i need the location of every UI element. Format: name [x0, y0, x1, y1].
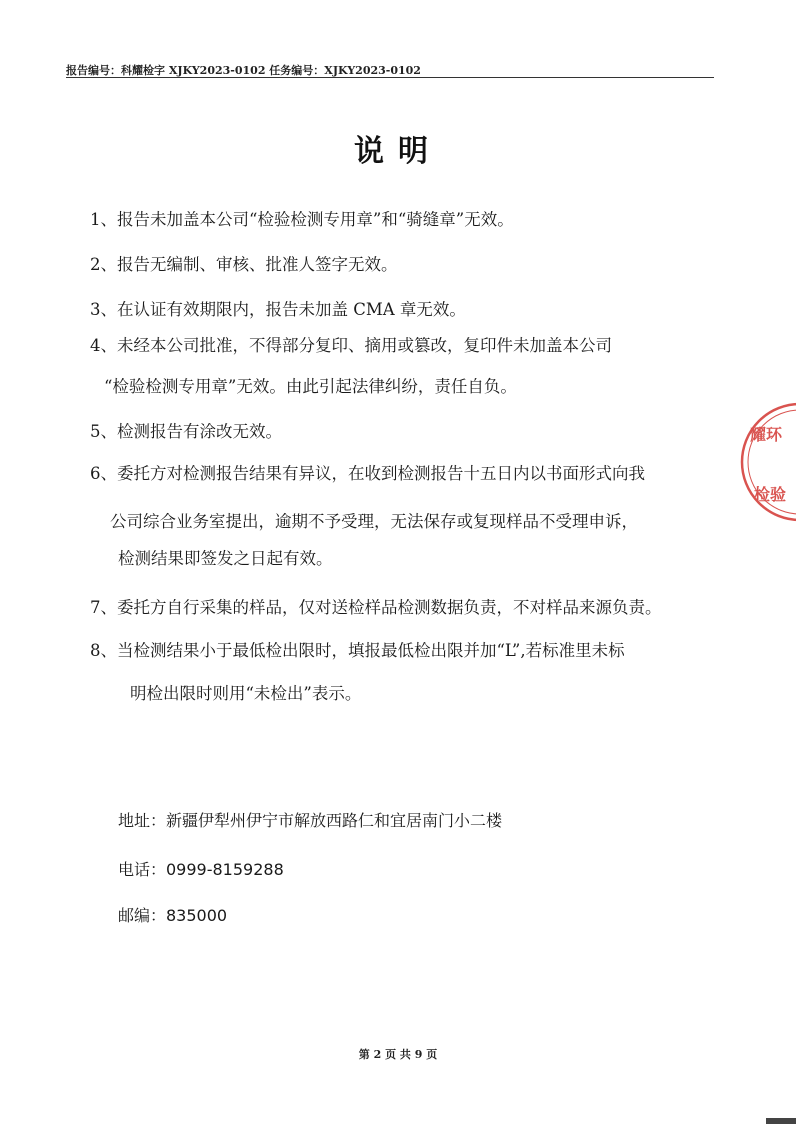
scan-edge-mark [766, 1118, 796, 1124]
note-5: 5、检测报告有涂改无效。 [90, 422, 282, 441]
note-1: 1、报告未加盖本公司“检验检测专用章”和“骑缝章”无效。 [90, 210, 514, 229]
note-4-line-1: 4、未经本公司批准，不得部分复印、摘用或篡改，复印件未加盖本公司 [90, 336, 612, 355]
note-6-line-3: 检测结果即签发之日起有效。 [118, 549, 333, 568]
note-2: 2、报告无编制、审核、批准人签字无效。 [90, 255, 398, 274]
page-title: 说明 [354, 134, 442, 169]
note-6-line-2: 公司综合业务室提出，逾期不予受理，无法保存或复现样品不受理申诉， [110, 512, 638, 531]
partial-seal-stamp [740, 398, 796, 528]
note-4-line-2: “检验检测专用章”无效。由此引起法律纠纷，责任自负。 [104, 377, 517, 396]
header-divider [66, 77, 714, 78]
note-8-line-2: 明检出限时则用“未检出”表示。 [130, 684, 362, 703]
note-7: 7、委托方自行采集的样品，仅对送检样品检测数据负责，不对样品来源负责。 [90, 598, 662, 617]
contact-address: 地址：新疆伊犁州伊宁市解放西路仁和宜居南门小二楼 [118, 811, 503, 830]
note-3: 3、在认证有效期限内，报告未加盖 CMA 章无效。 [90, 300, 466, 319]
contact-phone: 电话：0999-8159288 [118, 860, 284, 879]
page-number: 第 2 页 共 9 页 [358, 1048, 438, 1061]
contact-postcode: 邮编：835000 [118, 906, 228, 925]
seal-ring-icon [740, 398, 796, 528]
note-8-line-1: 8、当检测结果小于最低检出限时，填报最低检出限并加“L”,若标准里未标 [90, 641, 625, 660]
seal-text-top: 耀环 [750, 425, 783, 444]
seal-text-bottom: 检验 [754, 485, 787, 504]
note-6-line-1: 6、委托方对检测报告结果有异议，在收到检测报告十五日内以书面形式向我 [90, 464, 645, 483]
report-number-header: 报告编号：科耀检字 XJKY2023-0102 任务编号：XJKY2023-0102 [66, 64, 421, 77]
